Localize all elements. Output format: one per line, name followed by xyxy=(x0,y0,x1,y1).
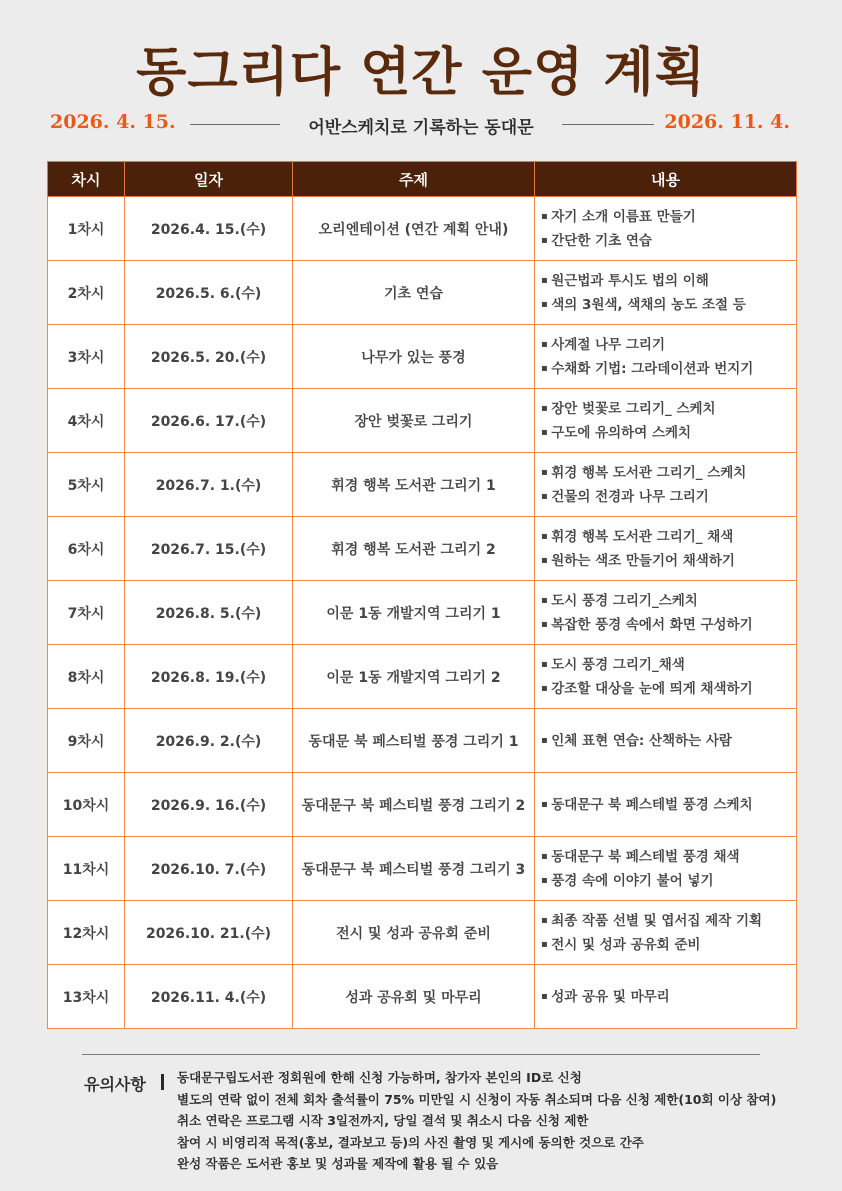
note-item: 완성 작품은 도서관 홍보 및 성과물 제작에 활용 될 수 있음 xyxy=(177,1156,499,1171)
session-cell: 2차시 xyxy=(48,261,125,325)
content-bullet: ▪ 강조할 대상을 눈에 띄게 채색하기 xyxy=(541,677,796,701)
subtitle-rule-right xyxy=(562,124,654,125)
date-cell: 2026.8. 19.(수) xyxy=(125,645,293,709)
content-cell xyxy=(535,325,797,389)
session-cell: 4차시 xyxy=(48,389,125,453)
table-row xyxy=(48,517,797,581)
date-cell: 2026.7. 15.(수) xyxy=(125,517,293,581)
session-cell: 5차시 xyxy=(48,453,125,517)
content-bullet: ▪ 색의 3원색, 색채의 농도 조절 등 xyxy=(541,293,796,317)
content-bullet: ▪ 전시 및 성과 공유회 준비 xyxy=(541,933,796,957)
content-cell xyxy=(535,517,797,581)
content-cell xyxy=(535,581,797,645)
date-cell: 2026.5. 20.(수) xyxy=(125,325,293,389)
table-row xyxy=(48,325,797,389)
table-row xyxy=(48,197,797,261)
content-bullet: ▪ 복잡한 풍경 속에서 화면 구성하기 xyxy=(541,613,796,637)
date-cell: 2026.11. 4.(수) xyxy=(125,965,293,1029)
content-bullet: ▪ 풍경 속에 이야기 불어 넣기 xyxy=(541,869,796,893)
date-cell: 2026.5. 6.(수) xyxy=(125,261,293,325)
content-cell xyxy=(535,645,797,709)
session-cell: 9차시 xyxy=(48,709,125,773)
content-bullet: ▪ 원근법과 투시도 법의 이해 xyxy=(541,269,796,293)
session-cell: 11차시 xyxy=(48,837,125,901)
topic-cell: 전시 및 성과 공유회 준비 xyxy=(293,901,535,965)
notes-divider xyxy=(82,1054,760,1055)
topic-cell: 장안 벚꽃로 그리기 xyxy=(293,389,535,453)
content-bullet: ▪ 원하는 색조 만들기어 채색하기 xyxy=(541,549,796,573)
end-date: 2026. 11. 4. xyxy=(664,111,790,133)
session-cell: 10차시 xyxy=(48,773,125,837)
subtitle-rule-left xyxy=(190,124,280,125)
start-date: 2026. 4. 15. xyxy=(50,111,176,133)
column-header-content: 내용 xyxy=(535,162,797,197)
topic-cell: 이문 1동 개발지역 그리기 2 xyxy=(293,645,535,709)
content-bullet: ▪ 휘경 행복 도서관 그리기_ 스케치 xyxy=(541,461,796,485)
content-cell xyxy=(535,901,797,965)
content-bullet: ▪ 도시 풍경 그리기_채색 xyxy=(541,653,796,677)
table-row xyxy=(48,581,797,645)
topic-cell: 성과 공유회 및 마무리 xyxy=(293,965,535,1029)
date-cell: 2026.9. 2.(수) xyxy=(125,709,293,773)
content-cell xyxy=(535,389,797,453)
table-row xyxy=(48,837,797,901)
topic-cell: 기초 연습 xyxy=(293,261,535,325)
content-cell xyxy=(535,709,797,773)
table-row xyxy=(48,389,797,453)
topic-cell: 나무가 있는 풍경 xyxy=(293,325,535,389)
page-title: 동그리다 연간 운영 계획 xyxy=(136,42,706,103)
content-bullet: ▪ 휘경 행복 도서관 그리기_ 채색 xyxy=(541,525,796,549)
session-cell: 7차시 xyxy=(48,581,125,645)
date-cell: 2026.8. 5.(수) xyxy=(125,581,293,645)
schedule-table xyxy=(47,161,797,1029)
date-cell: 2026.6. 17.(수) xyxy=(125,389,293,453)
session-cell: 12차시 xyxy=(48,901,125,965)
date-cell: 2026.10. 21.(수) xyxy=(125,901,293,965)
topic-cell: 동대문 북 페스티벌 풍경 그리기 1 xyxy=(293,709,535,773)
content-bullet: ▪ 사계절 나무 그리기 xyxy=(541,333,796,357)
table-row xyxy=(48,709,797,773)
subtitle: 어반스케치로 기록하는 동대문 xyxy=(308,118,534,138)
content-bullet: ▪ 수채화 기법: 그라데이션과 번지기 xyxy=(541,357,796,381)
date-cell: 2026.7. 1.(수) xyxy=(125,453,293,517)
content-bullet: ▪ 자기 소개 이름표 만들기 xyxy=(541,205,796,229)
note-item: 별도의 연락 없이 전체 회차 출석률이 75% 미만일 시 신청이 자동 취소되며 다음 신청 제한(10회 이상 참여) xyxy=(177,1091,777,1107)
topic-cell: 동대문구 북 페스티벌 풍경 그리기 2 xyxy=(293,773,535,837)
content-bullet: ▪ 건물의 전경과 나무 그리기 xyxy=(541,485,796,509)
session-cell: 3차시 xyxy=(48,325,125,389)
table-row xyxy=(48,965,797,1029)
date-cell: 2026.4. 15.(수) xyxy=(125,197,293,261)
topic-cell: 휘경 행복 도서관 그리기 1 xyxy=(293,453,535,517)
content-bullet: ▪ 도시 풍경 그리기_스케치 xyxy=(541,589,796,613)
content-bullet: ▪ 장안 벚꽃로 그리기_ 스케치 xyxy=(541,397,796,421)
note-item: 동대문구립도서관 정회원에 한해 신청 가능하며, 참가자 본인의 ID로 신청 xyxy=(177,1070,582,1085)
content-bullet: ▪ 최종 작품 선별 및 엽서집 제작 기획 xyxy=(541,909,796,933)
content-cell xyxy=(535,197,797,261)
column-header-session: 차시 xyxy=(48,162,125,197)
column-header-topic: 주제 xyxy=(293,162,535,197)
topic-cell: 휘경 행복 도서관 그리기 2 xyxy=(293,517,535,581)
schedule-body xyxy=(48,197,797,1029)
content-cell xyxy=(535,453,797,517)
date-cell: 2026.10. 7.(수) xyxy=(125,837,293,901)
content-cell xyxy=(535,773,797,837)
notes-list xyxy=(177,1067,776,1175)
session-cell: 1차시 xyxy=(48,197,125,261)
table-header-row xyxy=(48,162,797,197)
topic-cell: 오리엔테이션 (연간 계획 안내) xyxy=(293,197,535,261)
content-cell xyxy=(535,837,797,901)
session-cell: 8차시 xyxy=(48,645,125,709)
table-row xyxy=(48,453,797,517)
session-cell: 13차시 xyxy=(48,965,125,1029)
table-row xyxy=(48,261,797,325)
table-row xyxy=(48,773,797,837)
column-header-date: 일자 xyxy=(125,162,293,197)
note-item: 참여 시 비영리적 목적(홍보, 결과보고 등)의 사진 촬영 및 게시에 동의한 것으로 간주 xyxy=(177,1134,644,1150)
topic-cell: 동대문구 북 페스티벌 풍경 그리기 3 xyxy=(293,837,535,901)
notes-separator xyxy=(161,1074,164,1090)
content-bullet: ▪ 동대문구 북 페스테벌 풍경 채색 xyxy=(541,845,796,869)
table-row xyxy=(48,901,797,965)
content-bullet: ▪ 동대문구 북 페스테벌 풍경 스케치 xyxy=(541,793,796,817)
date-cell: 2026.9. 16.(수) xyxy=(125,773,293,837)
content-cell xyxy=(535,261,797,325)
content-cell xyxy=(535,965,797,1029)
topic-cell: 이문 1동 개발지역 그리기 1 xyxy=(293,581,535,645)
content-bullet: ▪ 간단한 기초 연습 xyxy=(541,229,796,253)
note-item: 취소 연락은 프로그램 시작 3일전까지, 당일 결석 및 취소시 다음 신청 제한 xyxy=(177,1113,589,1128)
content-bullet: ▪ 인체 표현 연습: 산책하는 사람 xyxy=(541,729,796,753)
content-bullet: ▪ 구도에 유의하여 스케치 xyxy=(541,421,796,445)
session-cell: 6차시 xyxy=(48,517,125,581)
content-bullet: ▪ 성과 공유 및 마무리 xyxy=(541,985,796,1009)
table-row xyxy=(48,645,797,709)
notes-heading: 유의사항 xyxy=(84,1075,146,1094)
